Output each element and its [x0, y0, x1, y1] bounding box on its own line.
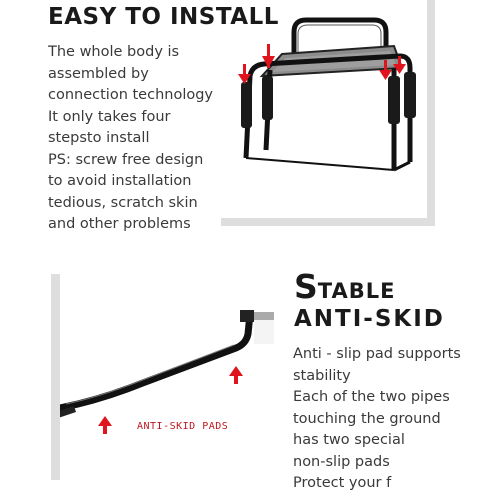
- install-line: tedious, scratch skin: [48, 194, 198, 211]
- anti-skid-description: [293, 344, 473, 495]
- anti-skid-line: Protect your f: [293, 475, 392, 491]
- install-line: It only takes four: [48, 108, 171, 125]
- heading-stable: [294, 267, 395, 306]
- anti-skid-line: Each of the two pipes: [293, 389, 450, 405]
- heading-stable-rest: TABLE: [317, 279, 396, 303]
- install-line: assembled by: [48, 65, 149, 82]
- install-line: to avoid installation: [48, 173, 192, 189]
- anti-skid-line: non-slip pads: [293, 453, 390, 470]
- anti-skid-line: has two special: [293, 432, 405, 448]
- install-line: PS: screw free design: [48, 151, 204, 168]
- anti-skid-line: stability: [293, 367, 351, 384]
- anti-skid-line: touching the ground: [293, 410, 441, 427]
- anti-skid-line: Anti - slip pad supports: [293, 346, 461, 362]
- heading-stable-initial: S: [294, 267, 318, 306]
- heading-easy-to-install: EASY TO INSTALL: [48, 4, 279, 30]
- stool-product-image: [224, 10, 424, 185]
- anti-skid-pads-label: ANTI-SKID PADS: [137, 421, 229, 432]
- install-line: connection technology: [48, 87, 214, 103]
- install-description: [48, 42, 223, 236]
- anti-skid-leg-image: [60, 300, 275, 480]
- install-line: and other problems: [48, 216, 191, 232]
- image-frame-bottom: [51, 274, 60, 480]
- install-line: stepsto install: [48, 130, 150, 146]
- install-line: The whole body is: [48, 44, 180, 60]
- heading-anti-skid: ANTI-SKID: [294, 306, 445, 332]
